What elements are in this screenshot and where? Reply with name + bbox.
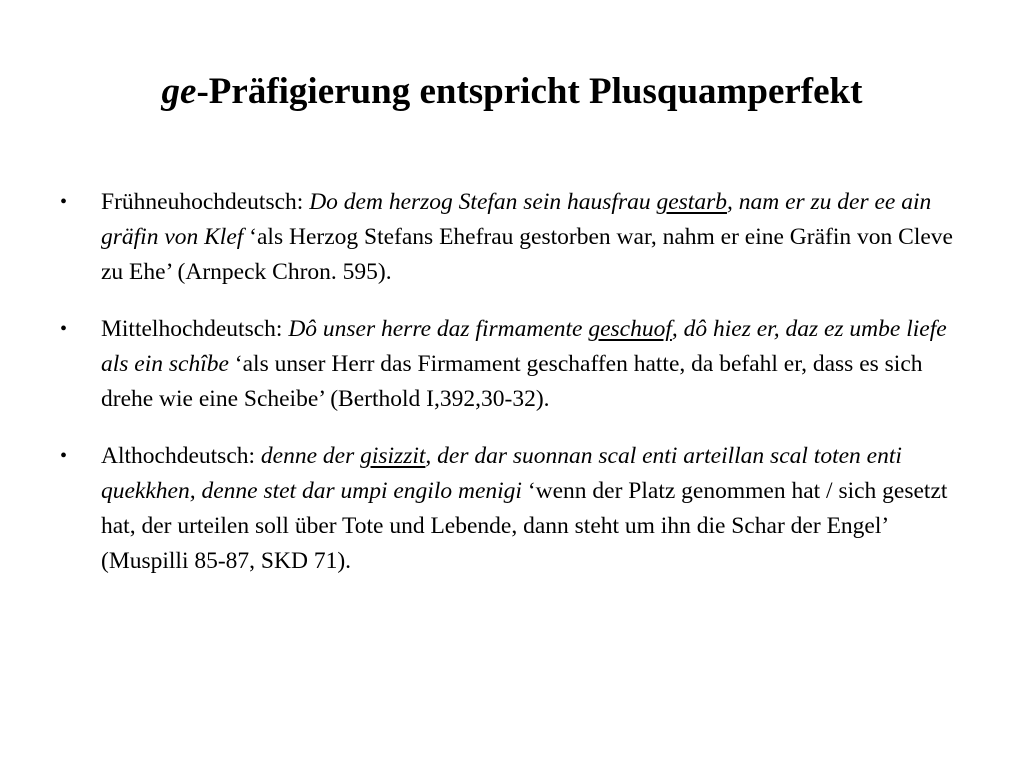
bullet-label: Althochdeutsch: [101, 443, 261, 469]
underlined-verb: gisizzit [360, 443, 426, 469]
title-prefix: ge [161, 71, 197, 112]
title-rest: -Präfigierung entspricht Plusquamperfekt [196, 71, 863, 112]
translation-text: ‘als Herzog Stefans Ehefrau gestorben war, nahm er eine Gräfin von Cleve zu Ehe’ (Arnpeck Chron. 595). [101, 224, 953, 285]
quote-text: , der dar suonnan scal enti arteillan scal toten enti quekkhen, denne stet dar umpi engilo menigi [101, 443, 902, 504]
underlined-verb: gestarb [656, 189, 727, 215]
underlined-verb: geschuof [588, 316, 672, 342]
bullet-label: Frühneuhochdeutsch: [101, 189, 310, 215]
bullet-item-ahd [60, 439, 960, 579]
translation-text: ‘als unser Herr das Firmament geschaffen hatte, da befahl er, dass es sich drehe wie eine Scheibe’ (Berthold I,392,30-32). [101, 351, 923, 412]
bullet-marker: • [60, 445, 68, 467]
quote-text: Do dem herzog Stefan sein hausfrau [309, 189, 657, 215]
quote-text: , nam er zu der ee ain gräfin von Klef [101, 189, 932, 250]
bullet-list [60, 185, 960, 601]
translation-text: ‘wenn der Platz genommen hat / sich gesetzt hat, der urteilen soll über Tote und Lebende, dann steht um ihn die Schar der Engel’ (Muspilli 85-87, SKD 71). [101, 478, 948, 574]
quote-text: , dô hiez er, daz ez umbe liefe als ein schîbe [101, 316, 947, 377]
bullet-marker: • [60, 318, 68, 340]
quote-text: Dô unser herre daz firmamente [288, 316, 589, 342]
quote-text: denne der [260, 443, 361, 469]
bullet-item-mhd [60, 312, 960, 417]
slide-title [0, 70, 1024, 114]
bullet-item-fnhd [60, 185, 960, 290]
bullet-label: Mittelhochdeutsch: [101, 316, 289, 342]
bullet-marker: • [60, 191, 68, 213]
